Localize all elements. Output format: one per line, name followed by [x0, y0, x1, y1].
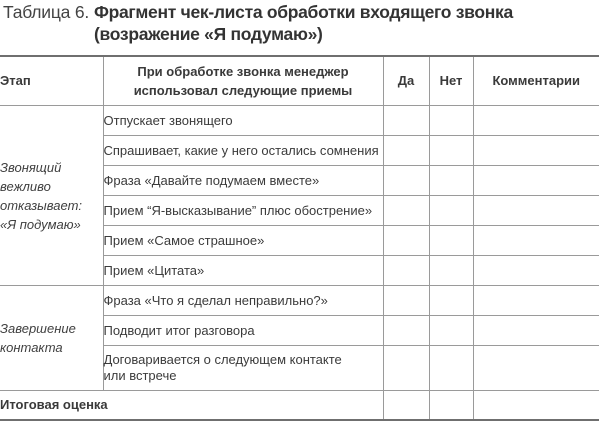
stage-cell-declines	[0, 106, 103, 286]
no-cell[interactable]	[429, 256, 473, 286]
stage-cell-closing	[0, 286, 103, 391]
no-cell[interactable]	[429, 316, 473, 346]
stage-text-line: Завершение	[0, 321, 76, 336]
technique-cell: Отпускает звонящего	[103, 106, 383, 136]
stage-text-line: «Я подумаю»	[0, 216, 81, 232]
technique-text-line: или встрече	[103, 368, 177, 383]
stage-text-line: Звонящий	[0, 159, 62, 175]
total-row	[0, 391, 599, 421]
table-row	[0, 106, 599, 136]
yes-cell[interactable]	[383, 196, 429, 226]
no-cell[interactable]	[429, 226, 473, 256]
technique-cell: Прием «Цитата»	[103, 256, 383, 286]
header-yes: Да	[383, 56, 429, 106]
total-label: Итоговая оценка	[0, 391, 383, 421]
yes-cell[interactable]	[383, 316, 429, 346]
table-row	[0, 286, 599, 316]
yes-cell[interactable]	[383, 226, 429, 256]
technique-cell: Прием «Самое страшное»	[103, 226, 383, 256]
caption-line-1	[3, 1, 597, 23]
total-comment-cell[interactable]	[473, 391, 599, 421]
header-technique-line-1: При обработке звонка менеджер	[137, 64, 349, 79]
comment-cell[interactable]	[473, 196, 599, 226]
header-comments: Комментарии	[473, 56, 599, 106]
no-cell[interactable]	[429, 106, 473, 136]
technique-cell: Фраза «Давайте подумаем вместе»	[103, 166, 383, 196]
technique-cell: Прием “Я-высказывание” плюс обострение»	[103, 196, 383, 226]
yes-cell[interactable]	[383, 136, 429, 166]
checklist-table	[0, 55, 599, 421]
yes-cell[interactable]	[383, 106, 429, 136]
yes-cell[interactable]	[383, 346, 429, 391]
total-no-cell[interactable]	[429, 391, 473, 421]
comment-cell[interactable]	[473, 346, 599, 391]
header-stage: Этап	[0, 56, 103, 106]
technique-cell: Подводит итог разговора	[103, 316, 383, 346]
comment-cell[interactable]	[473, 106, 599, 136]
header-technique	[103, 56, 383, 106]
caption-title-continued: (возражение «Я подумаю»)	[94, 24, 323, 44]
caption-label: Таблица 6.	[3, 2, 90, 22]
comment-cell[interactable]	[473, 256, 599, 286]
stage-text-line: отказывает:	[0, 197, 83, 213]
no-cell[interactable]	[429, 286, 473, 316]
header-row	[0, 56, 599, 106]
comment-cell[interactable]	[473, 316, 599, 346]
comment-cell[interactable]	[473, 226, 599, 256]
yes-cell[interactable]	[383, 166, 429, 196]
comment-cell[interactable]	[473, 136, 599, 166]
total-yes-cell[interactable]	[383, 391, 429, 421]
table-caption	[3, 1, 597, 45]
technique-cell: Фраза «Что я сделал неправильно?»	[103, 286, 383, 316]
technique-cell: Спрашивает, какие у него остались сомнения	[103, 136, 383, 166]
technique-text-line: Договаривается о следующем контакте	[103, 352, 342, 367]
comment-cell[interactable]	[473, 166, 599, 196]
header-no: Нет	[429, 56, 473, 106]
no-cell[interactable]	[429, 346, 473, 391]
header-technique-line-2: использовал следующие приемы	[133, 83, 353, 98]
yes-cell[interactable]	[383, 286, 429, 316]
comment-cell[interactable]	[473, 286, 599, 316]
no-cell[interactable]	[429, 196, 473, 226]
stage-text-line: контакта	[0, 340, 63, 355]
stage-text-line: вежливо	[0, 178, 51, 194]
caption-title: Фрагмент чек-листа обработки входящего звонка	[93, 2, 513, 22]
no-cell[interactable]	[429, 136, 473, 166]
no-cell[interactable]	[429, 166, 473, 196]
yes-cell[interactable]	[383, 256, 429, 286]
technique-cell	[103, 346, 383, 391]
